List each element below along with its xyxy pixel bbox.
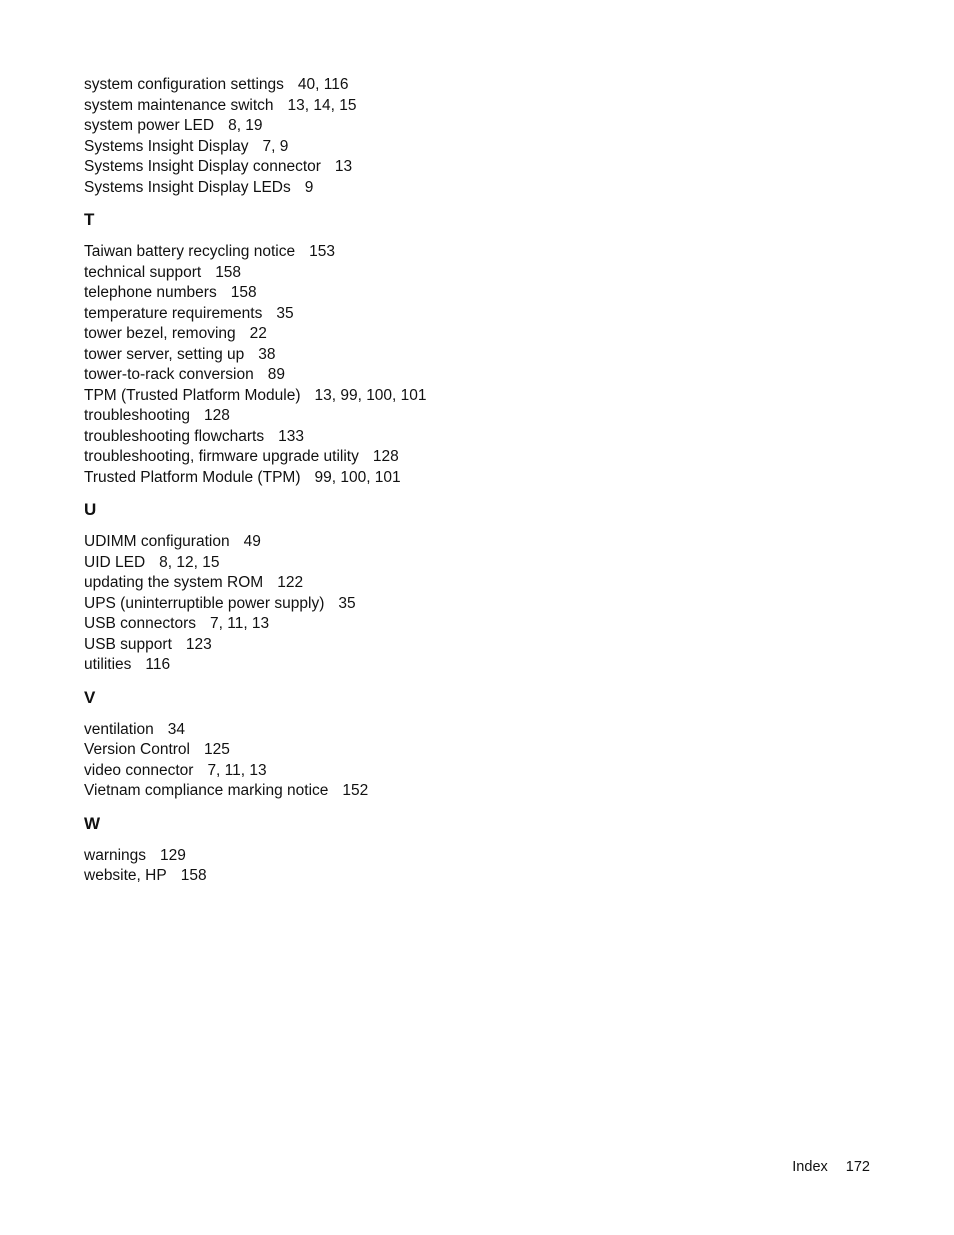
page-references: 99, 100, 101 [314,468,401,486]
index-term: UPS (uninterruptible power supply) [84,594,325,612]
page-number: 172 [845,1159,870,1175]
index-entry [84,655,844,676]
index-term: TPM (Trusted Platform Module) [84,386,301,404]
index-entry [84,157,844,178]
page-references: 125 [203,741,230,758]
index-term: warnings [84,846,147,864]
index-term: Trusted Platform Module (TPM) [84,468,301,486]
index-section [84,688,844,802]
index-term: website, HP [84,867,167,884]
index-content [84,75,844,887]
page-references: 89 [267,366,285,383]
index-term: Systems Insight Display LEDs [84,178,291,196]
index-section [84,210,844,488]
page-references: 133 [278,427,304,445]
page-references: 8, 12, 15 [159,553,220,571]
index-entry [84,365,844,386]
index-entry [84,781,844,802]
page-references: 13, 99, 100, 101 [314,386,427,404]
page-references: 35 [338,594,356,612]
index-entry [84,866,844,887]
page-references: 153 [309,243,335,260]
index-term: troubleshooting flowcharts [84,427,265,445]
index-term: tower server, setting up [84,345,245,363]
index-entry [84,468,844,489]
index-term: UID LED [84,553,146,571]
index-term: USB support [84,635,172,653]
entry-list [84,532,844,676]
index-term: system configuration settings [84,76,284,93]
index-term: ventilation [84,720,154,738]
page-footer [792,1158,870,1176]
page-references: 158 [180,867,207,884]
section-letter: U [84,500,97,519]
section-letter: W [84,813,101,833]
index-entry [84,386,844,407]
index-section [84,75,844,198]
index-term: utilities [84,656,132,673]
page-references: 34 [167,720,186,738]
footer-label: Index [792,1159,828,1175]
index-section [84,500,844,676]
index-entry [84,345,844,366]
section-letter: T [84,210,95,229]
page-references: 152 [342,782,369,799]
index-term: tower bezel, removing [84,325,236,342]
page-references: 123 [185,635,212,653]
index-entry [84,304,844,325]
index-entry [84,406,844,427]
page-references: 8, 19 [228,117,263,134]
index-entry [84,614,844,635]
entry-list [84,720,844,802]
page-references: 128 [372,448,399,465]
index-entry [84,573,844,594]
index-term: system power LED [84,117,215,134]
entry-list [84,242,844,488]
index-entry [84,283,844,304]
page-references: 158 [215,263,242,281]
index-term: tower-to-rack conversion [84,366,254,383]
index-term: video connector [84,761,194,779]
page-references: 7, 9 [262,137,289,155]
page-references: 9 [304,178,314,196]
page-references: 13 [334,158,353,175]
index-term: troubleshooting [84,407,190,424]
index-term: temperature requirements [84,304,263,322]
page-references: 38 [258,345,276,363]
index-entry [84,116,844,137]
index-term: Taiwan battery recycling notice [84,243,296,260]
page-references: 129 [160,846,186,864]
index-entry [84,846,844,867]
index-entry [84,178,844,199]
page-references: 116 [145,656,171,673]
index-entry [84,720,844,741]
index-section [84,814,844,887]
page-references: 128 [204,407,230,424]
index-entry [84,75,844,96]
page-references: 13, 14, 15 [287,96,357,114]
page-references: 158 [230,284,257,301]
index-entry [84,324,844,345]
entry-list [84,846,844,887]
index-term: Systems Insight Display connector [84,158,321,175]
index-entry [84,427,844,448]
index-entry [84,761,844,782]
index-entry [84,635,844,656]
page-references: 22 [249,325,267,342]
page-references: 35 [276,304,294,322]
index-entry [84,553,844,574]
index-entry [84,740,844,761]
index-term: Vietnam compliance marking notice [84,782,329,799]
page-references: 7, 11, 13 [207,761,267,779]
index-sections [84,75,844,887]
index-term: updating the system ROM [84,574,264,591]
index-entry [84,532,844,553]
index-entry [84,447,844,468]
page-references: 40, 116 [297,76,349,93]
index-entry [84,263,844,284]
index-term: telephone numbers [84,284,217,301]
index-term: Version Control [84,741,190,758]
index-term: technical support [84,263,202,281]
index-entry [84,96,844,117]
index-term: system maintenance switch [84,96,274,114]
index-term: Systems Insight Display [84,137,249,155]
page-references: 49 [243,533,261,550]
index-term: USB connectors [84,615,196,632]
index-entry [84,242,844,263]
index-term: troubleshooting, firmware upgrade utility [84,448,359,465]
page-references: 122 [277,574,304,591]
index-term: UDIMM configuration [84,533,230,550]
page-references: 7, 11, 13 [210,615,270,632]
index-entry [84,137,844,158]
index-entry [84,594,844,615]
entry-list [84,75,844,198]
section-letter: V [84,687,96,707]
